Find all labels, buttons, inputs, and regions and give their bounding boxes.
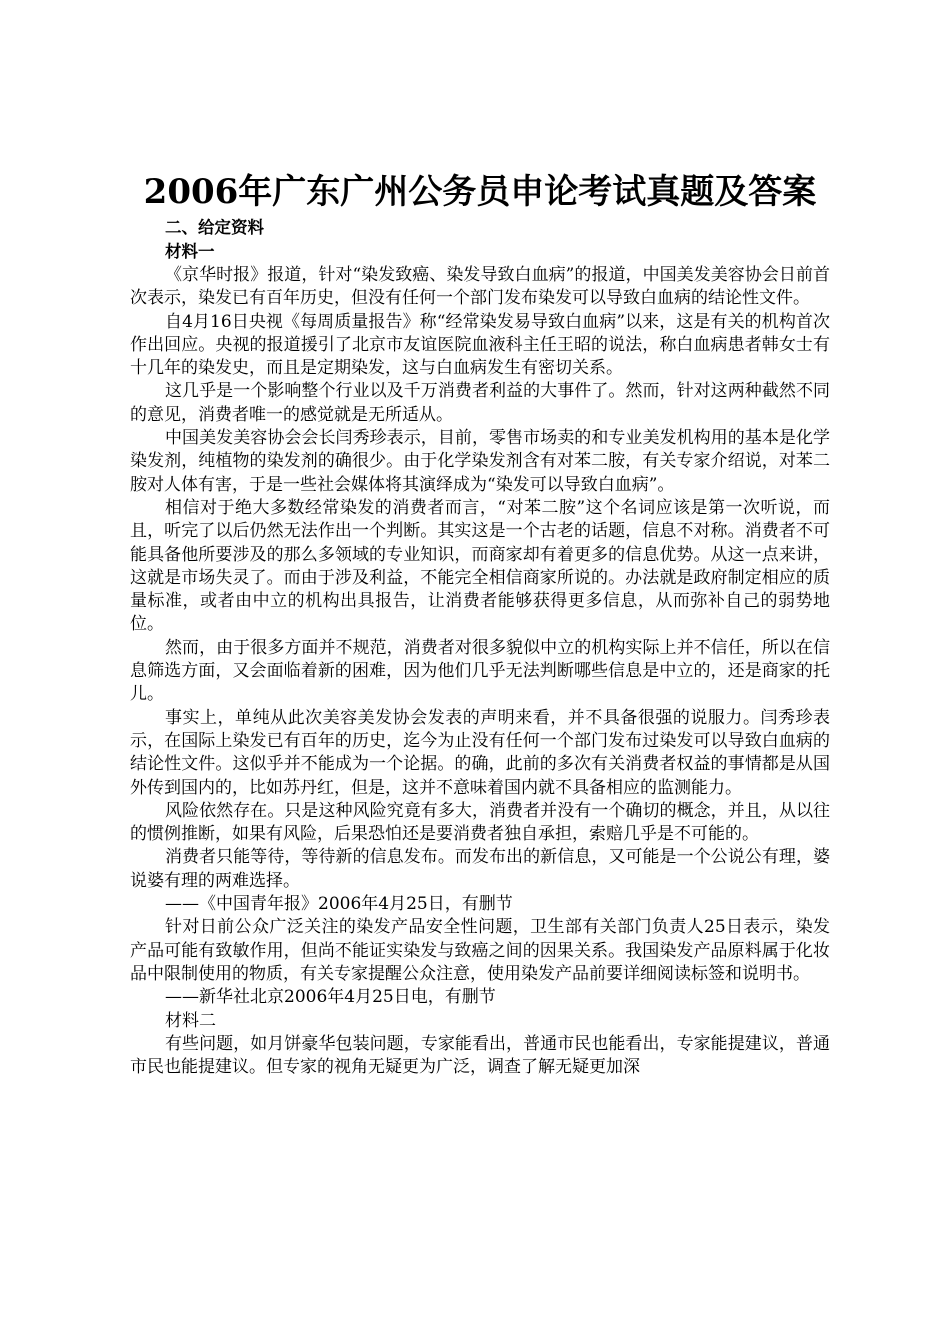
body-paragraph: 中国美发美容协会会长闫秀珍表示，目前，零售市场卖的和专业美发机构用的基本是化学染发剂，纯植物的染发剂的确很少。由于化学染发剂含有对苯二胺，有关专家介绍说，对苯二胺对人体有害，于是一些社会媒体将其演绎成为“染发可以导致白血病”。 — [130, 428, 830, 495]
body-paragraph: 有些问题，如月饼豪华包装问题，专家能看出，普通市民也能看出，专家能提建议，普通市民也能提建议。但专家的视角无疑更为广泛，调查了解无疑更加深 — [130, 1033, 830, 1078]
body-paragraph: 自4月16日央视《每周质量报告》称“经常染发易导致白血病”以来，这是有关的机构首次作出回应。央视的报道援引了北京市友谊医院血液科主任王昭的说法，称白血病患者韩女士有十几年的染发史，而且是定期染发，这与白血病发生有密切关系。 — [130, 311, 830, 379]
body-paragraph: 事实上，单纯从此次美容美发协会发表的声明来看，并不具备很强的说服力。闫秀珍表示，在国际上染发已有百年的历史，迄今为止没有任何一个部门发布过染发可以导致白血病的结论性文件。这似乎并不能成为一个论据。的确，此前的多次有关消费者权益的事情都是从国外传到国内的，比如苏丹红，但是，这并不意味着国内就不具备相应的监测能力。 — [130, 707, 830, 798]
body-paragraph: 风险依然存在。只是这种风险究竟有多大，消费者并没有一个确切的概念，并且，从以往的惯例推断，如果有风险，后果恐怕还是要消费者独自承担，索赔几乎是不可能的。 — [130, 800, 830, 845]
body-paragraph: 《京华时报》报道，针对“染发致癌、染发导致白血病”的报道，中国美发美容协会日前首次表示，染发已有百年历史，但没有任何一个部门发布染发可以导致白血病的结论性文件。 — [130, 265, 830, 309]
body-paragraph: 然而，由于很多方面并不规范，消费者对很多貌似中立的机构实际上并不信任，所以在信息筛选方面，又会面临着新的困难，因为他们几乎无法判断哪些信息是中立的，还是商家的托儿。 — [130, 637, 830, 705]
body-paragraph: 这几乎是一个影响整个行业以及千万消费者利益的大事件了。然而，针对这两种截然不同的意见，消费者唯一的感觉就是无所适从。 — [130, 381, 830, 425]
material-two-label: 材料二 — [165, 1010, 216, 1031]
document-title: 2006年广东广州公务员申论考试真题及答案 — [143, 172, 817, 212]
source-citation: ——新华社北京2006年4月25日电，有删节 — [165, 987, 496, 1008]
section-heading: 二、给定资料 — [165, 218, 264, 237]
body-paragraph: 消费者只能等待，等待新的信息发布。而发布出的新信息，又可能是一个公说公有理，婆说婆有理的两难选择。 — [130, 847, 830, 891]
document-page — [130, 170, 830, 1079]
body-paragraph: 相信对于绝大多数经常染发的消费者而言，“对苯二胺”这个名词应该是第一次听说，而且，听完了以后仍然无法作出一个判断。其实这是一个古老的话题，信息不对称。消费者不可能具备他所要涉及的那么多领域的专业知识，而商家却有着更多的信息优势。从这一点来讲，这就是市场失灵了。而由于涉及利益，不能完全相信商家所说的。办法就是政府制定相应的质量标准，或者由中立的机构出具报告，让消费者能够获得更多信息，从而弥补自己的弱势地位。 — [130, 497, 830, 635]
body-paragraph: 针对日前公众广泛关注的染发产品安全性问题，卫生部有关部门负责人25日表示，染发产品可能有致敏作用，但尚不能证实染发与致癌之间的因果关系。我国染发产品原料属于化妆品中限制使用的物质，有关专家提醒公众注意，使用染发产品前要详细阅读标签和说明书。 — [130, 917, 830, 984]
material-one-label: 材料一 — [165, 242, 215, 261]
source-citation: ——《中国青年报》2006年4月25日，有删节 — [165, 894, 513, 915]
